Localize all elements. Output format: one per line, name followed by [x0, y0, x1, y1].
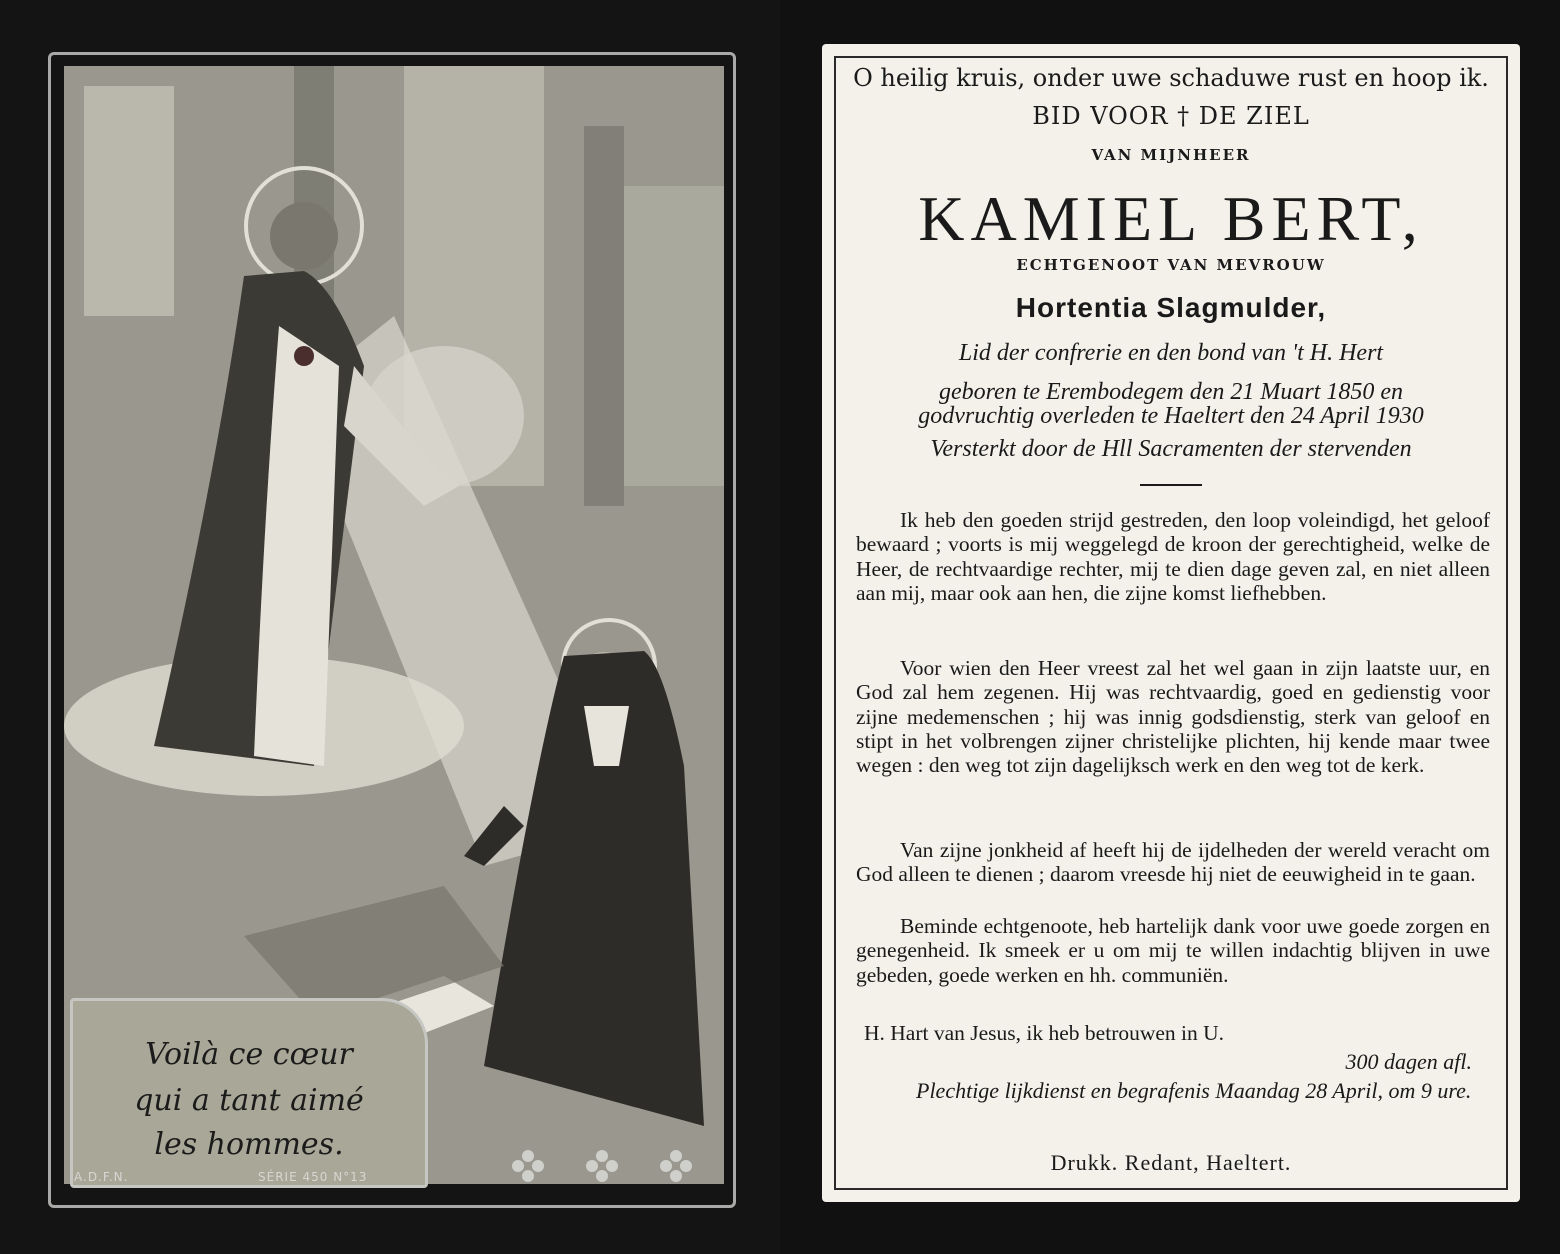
paragraph-4: Beminde echtgenoote, heb hartelijk dank voor uwe goede zorgen en genegenheid. Ik smeek er u om mij te willen indachtig blijven in uwe gebeden, goede werken en hh. communiën.: [856, 914, 1490, 987]
spouse-line: ECHTGENOOT VAN MEVROUW: [1016, 256, 1326, 274]
publisher-mark: A.D.F.N.: [74, 1170, 129, 1184]
series-mark: SÉRIE 450 N°13: [258, 1170, 368, 1184]
printer-imprint: Drukk. Redant, Haeltert.: [1050, 1150, 1292, 1175]
motto: O heilig kruis, onder uwe schaduwe rust en hoop ik.: [853, 64, 1489, 92]
paragraph-1: Ik heb den goeden strijd gestreden, den loop voleindigd, het geloof bewaard ; voorts is mij weggelegd de kroon der gerechtigheid, welke de Heer, de rechtvaardige rechter, mij te dien dage geven zal, en niet alleen aan mij, maar ook aan hen, die zijne komst liefhebben.: [856, 508, 1490, 605]
paragraph-2: Voor wien den Heer vreest zal het wel gaan in zijn laatste uur, en God zal hem zegenen. Hij was rechtvaardig, goed en gedienstig voor zijne medemenschen ; hij was innig godsdienstig, sterk van geloof en stipt in het volbrengen zijner christelijke plichten, hij kende maar twee wegen : den weg tot zijn dagelijksch werk en den weg tot de kerk.: [856, 656, 1490, 778]
sacraments-line: Versterkt door de Hll Sacramenten der stervenden: [930, 436, 1412, 462]
caption-line-3: les hommes.: [154, 1127, 344, 1162]
membership-line: Lid der confrerie en den bond van 't H. Hert: [958, 340, 1384, 366]
funeral-notice: Plechtige lijkdienst en begrafenis Maandag 28 April, om 9 ure.: [916, 1078, 1472, 1103]
divider-ornament: [1140, 484, 1202, 486]
text-panel: [780, 0, 1560, 1254]
spouse-name: Hortentia Slagmulder,: [1015, 292, 1327, 323]
invocation: H. Hart van Jesus, ik heb betrouwen in U.: [864, 1021, 1225, 1045]
flower-ornament-icon: [496, 1142, 716, 1188]
title-line: VAN MIJNHEER: [1091, 146, 1251, 164]
caption-plaque: [70, 998, 428, 1188]
birth-line: geboren te Erembodegem den 21 Muart 1850 en: [938, 379, 1404, 405]
indulgence: 300 dagen afl.: [1345, 1049, 1472, 1074]
prayer-heading: BID VOOR † DE ZIEL: [1032, 102, 1310, 130]
caption-line-2: qui a tant aimé: [134, 1083, 364, 1118]
death-line: godvruchtig overleden te Haeltert den 24 April 1930: [918, 403, 1424, 429]
paragraph-3: Van zijne jonkheid af heeft hij de ijdelheden der wereld veracht om God alleen te dienen ; daarom vreesde hij niet de eeuwigheid in te gaan.: [856, 838, 1490, 887]
text-page: [822, 44, 1520, 1202]
caption-line-1: Voilà ce cœur: [145, 1037, 353, 1072]
deceased-name: KAMIEL BERT,: [918, 183, 1424, 254]
